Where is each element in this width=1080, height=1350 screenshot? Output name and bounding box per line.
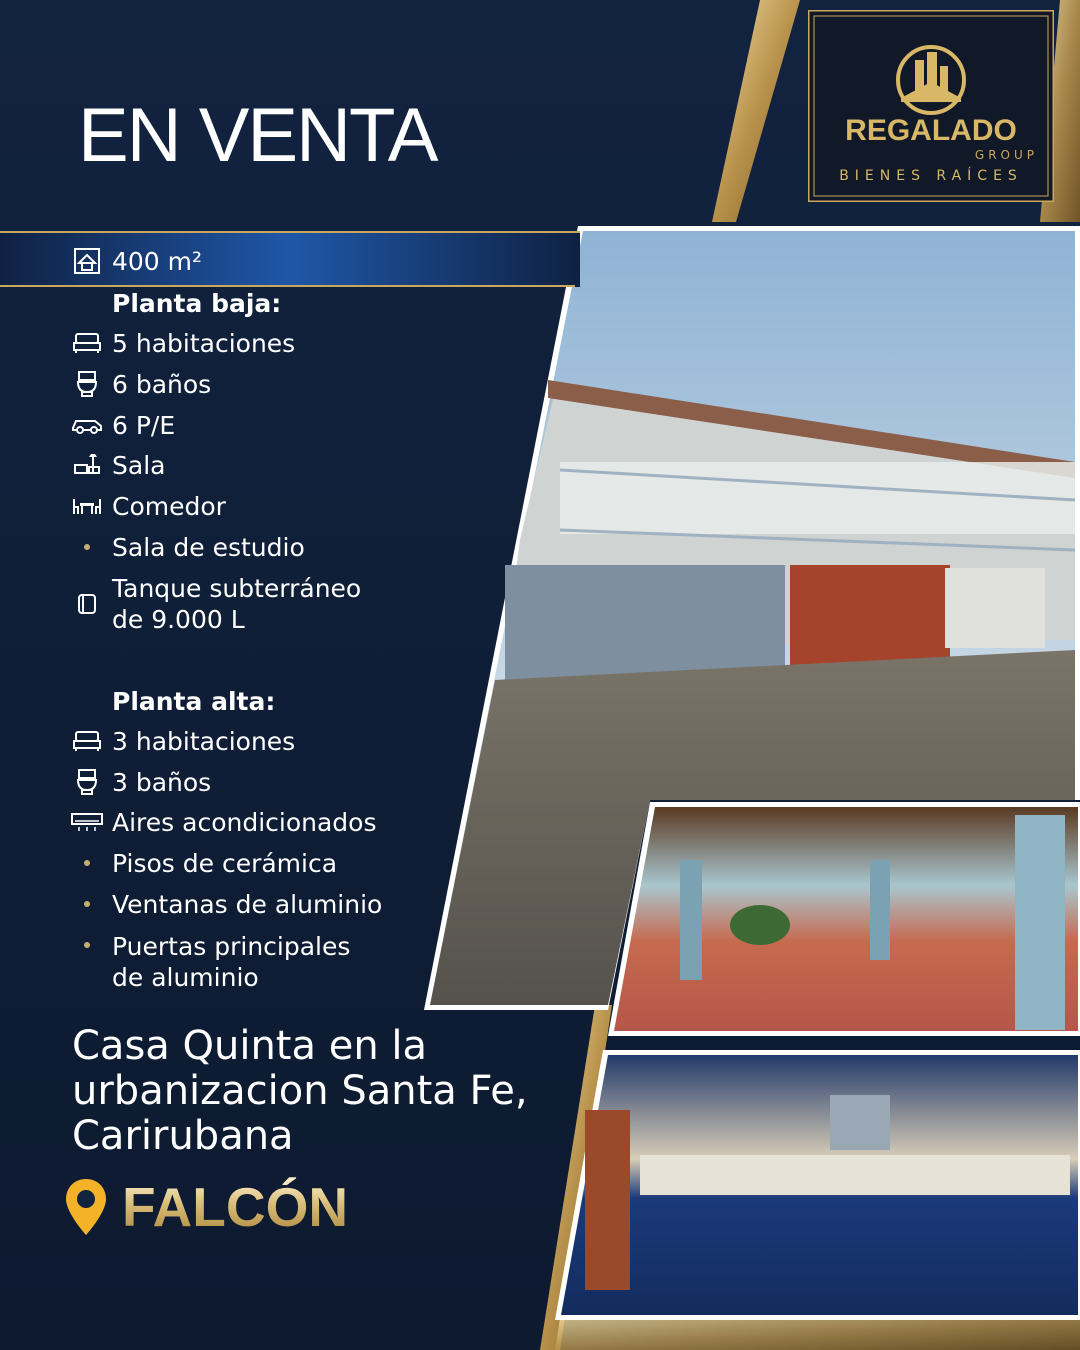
logo-group: GROUP: [974, 148, 1038, 162]
planta-baja-heading: Planta baja:: [112, 289, 282, 318]
feature-bathrooms-pb: [70, 367, 211, 401]
feature-label: Aires acondicionados: [112, 807, 377, 837]
feature-comedor-pb: [70, 489, 226, 523]
page-title: EN VENTA: [78, 93, 437, 178]
car-icon: [70, 411, 104, 439]
feature-estudio-pb: [70, 530, 305, 564]
feature-label: Ventanas de aluminio: [112, 889, 383, 919]
feature-label: Pisos de cerámica: [112, 848, 338, 878]
feature-label: 5 habitaciones: [112, 328, 296, 358]
feature-ventanas-pa: [70, 887, 382, 921]
feature-label: Sala de estudio: [112, 532, 305, 562]
bullet-icon: [70, 849, 104, 877]
feature-label: 6 P/E: [112, 410, 176, 440]
feature-label: Tanque subterráneo de 9.000 L: [112, 574, 362, 634]
location-pin-icon: [64, 1177, 108, 1237]
feature-parking-pb: [70, 408, 175, 442]
company-logo: [808, 10, 1054, 202]
feature-puertas-pa: [70, 931, 350, 993]
area-row: [70, 244, 202, 278]
feature-ac-pa: [70, 805, 377, 839]
toilet-icon: [70, 768, 104, 796]
dining-table-icon: [70, 492, 104, 520]
description-line: urbanizacion Santa Fe,: [72, 1068, 528, 1114]
state-name: FALCÓN: [122, 1176, 349, 1238]
feature-sala-pb: [70, 448, 165, 482]
porch-photo: [608, 802, 1080, 1036]
feature-label: 3 baños: [112, 767, 212, 797]
description-line: Carirubana: [72, 1113, 294, 1159]
feature-tank-pb: [70, 573, 361, 635]
feature-pisos-pa: [70, 846, 337, 880]
bullet-icon: [70, 533, 104, 561]
logo-brand: REGALADO: [845, 114, 1017, 147]
bed-icon: [70, 329, 104, 357]
feature-bedrooms-pb: [70, 326, 295, 360]
logo-tagline: BIENES RAÍCES: [839, 168, 1023, 184]
area-value: 400 m²: [112, 246, 203, 276]
bed-icon: [70, 727, 104, 755]
kitchen-photo: [555, 1050, 1080, 1320]
property-description: [72, 1024, 528, 1159]
location-state: [64, 1175, 348, 1239]
bullet-icon: [70, 931, 104, 959]
bullet-icon: [70, 890, 104, 918]
feature-bedrooms-pa: [70, 724, 295, 758]
feature-label: Comedor: [112, 491, 226, 521]
feature-label: 3 habitaciones: [112, 726, 296, 756]
house-area-icon: [70, 247, 104, 275]
feature-bathrooms-pa: [70, 765, 211, 799]
toilet-icon: [70, 370, 104, 398]
feature-label: Puertas principales de aluminio: [112, 932, 351, 992]
feature-label: 6 baños: [112, 369, 212, 399]
air-conditioner-icon: [70, 808, 104, 836]
living-room-icon: [70, 451, 104, 479]
description-line: Casa Quinta en la: [72, 1023, 428, 1069]
water-tank-icon: [70, 573, 104, 635]
feature-label: Sala: [112, 450, 166, 480]
planta-alta-heading: Planta alta:: [112, 687, 276, 716]
